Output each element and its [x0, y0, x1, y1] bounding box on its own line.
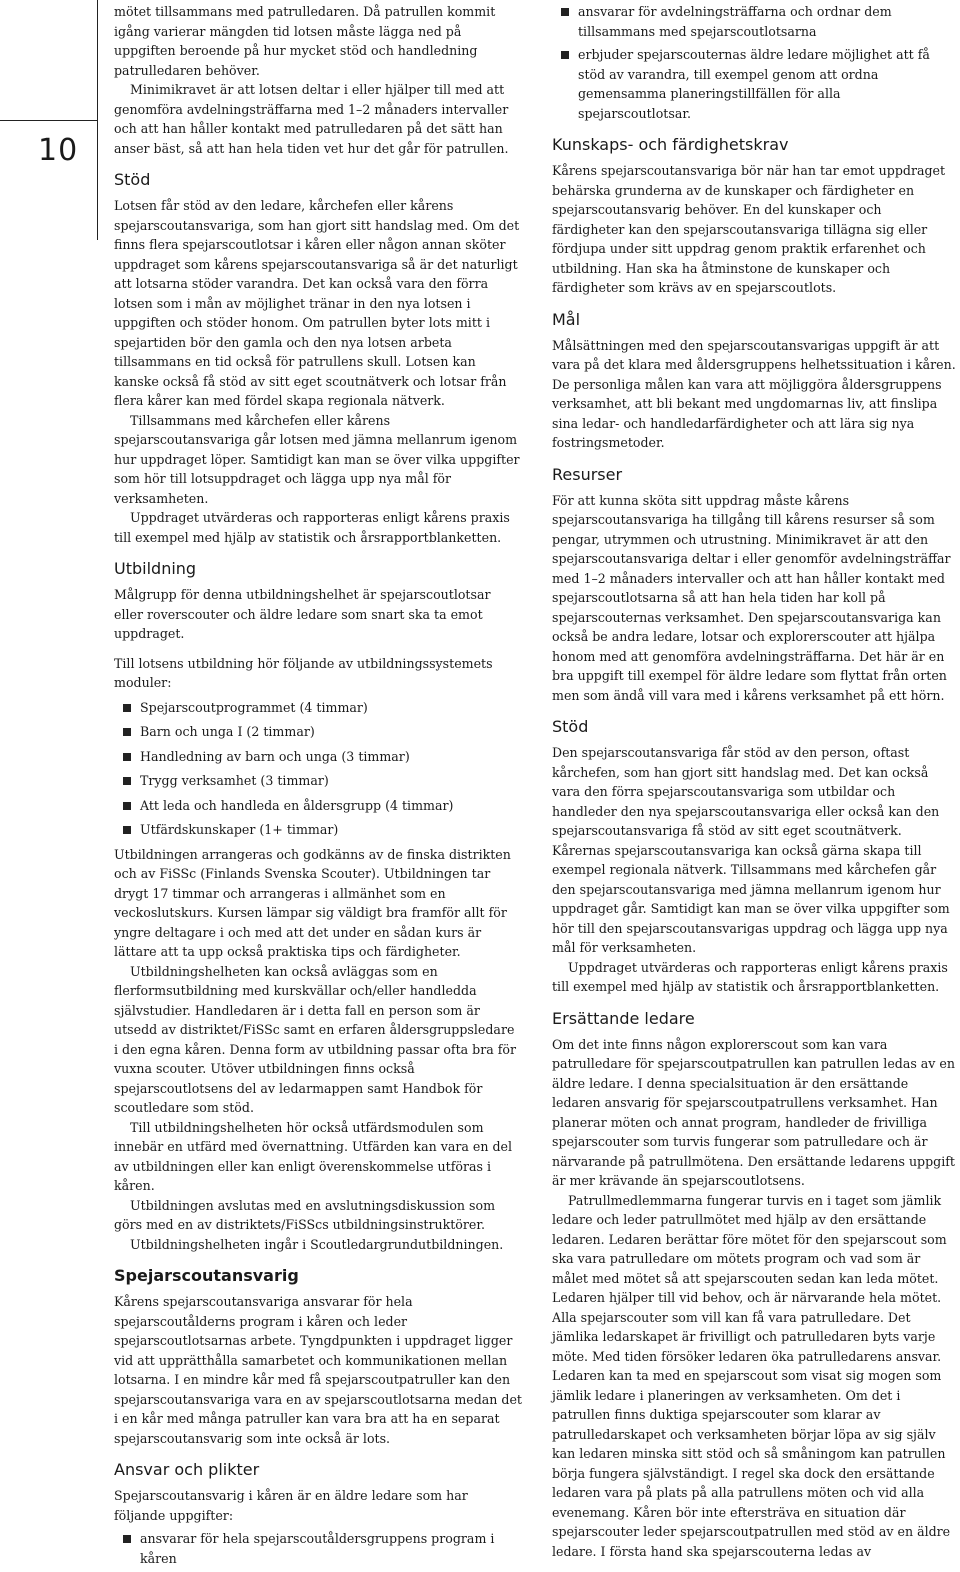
margin-vertical-rule [97, 0, 98, 240]
page-number: 10 [38, 133, 79, 168]
list-item: Att leda och handleda en åldersgrupp (4 timmar) [114, 796, 522, 816]
body-paragraph: Uppdraget utvärderas och rapporteras enligt kårens praxis till exempel med hjälp av statistik och årsrapportblanketten. [552, 959, 948, 994]
body-paragraph: Kårens spejarscoutansvariga ansvarar för hela spejarscoutålderns program i kåren och leder spejarscoutlotsarnas arbete. Tyngdpunkten i uppdraget ligger vid att upprätthålla samarbetet och kommunikationen mellan lotsarna. I en mindre kår med få spejarscoutpatruller kan den spejarscoutansvariga vara en av spejarscoutlotsarna medan det i en kår med många patruller kan vara bra att ha en separat spejarscoutansvarig som inte också är lots. [114, 1294, 522, 1446]
section-heading-utbildning: Utbildning [114, 559, 197, 578]
body-paragraph: Kårens spejarscoutansvariga bör när han tar emot uppdraget behärska grunderna av de kunskaper och färdigheter en spejarscoutansvarig behöver. En del kunskaper och färdigheter kan den spejarscoutansvariga tillägna sig eller fördjupa under sitt uppdrag genom praktik erfarenhet och utbildning. Han ska ha åtminstone de kunskaper och färdigheter som krävs av en spejarscoutlots. [552, 163, 946, 295]
left-column [114, 2, 522, 1572]
body-paragraph: Målgrupp för denna utbildningshelhet är spejarscoutlotsar eller roverscouter och äldre ledare som snart ska ta emot uppdraget. [114, 587, 491, 641]
square-bullet-icon [561, 8, 569, 16]
duties-list [114, 1529, 522, 1568]
body-paragraph: Tillsammans med kårchefen eller kårens spejarscoutansvariga går lotsen med jämna mellanrum igenom hur uppdraget löper. Samtidigt kan man se över vilka uppgifter som hör till lotsuppdraget och lägga upp nya mål för verksamheten. [114, 412, 520, 506]
list-item: erbjuder spejarscouternas äldre ledare möjlighet att få stöd av varandra, till exempel genom att ordna gemensamma planeringstillfällen för alla spejarscoutlotsar. [552, 45, 957, 123]
square-bullet-icon [123, 1535, 131, 1543]
body-paragraph: Utbildningen arrangeras och godkänns av de finska distrikten och av FiSSc (Finlands Svenska Scouter). Utbildningen tar drygt 17 timmar och arrangeras i allmänhet som en veckoslutskurs. Kursen lämpar sig väldigt bra framför allt för yngre deltagare i och med att det under en sådan kurs är lättare att ta upp också praktiska tips och färdigheter. [114, 846, 511, 959]
body-paragraph: Utbildningshelheten kan också avläggas som en flerformsutbildning med kurskvällar och/eller handledda självstudier. Handledaren är i detta fall en person som är utsedd av distriktet/FiSSc samt en erfaren åldersgruppsledare i den egna kåren. Denna form av utbildning passar ofta bra för vuxna scouter. Utöver utbildningen finns också spejarscoutlotsens del av ledarmappen samt Handbok för scoutledare som stöd. [114, 963, 517, 1115]
duties-list-continued [552, 2, 957, 123]
section-heading-kunskaps: Kunskaps- och färdighetskrav [552, 135, 789, 154]
square-bullet-icon [123, 753, 131, 761]
modules-intro: Till lotsens utbildning hör följande av utbildningssystemets moduler: [114, 655, 493, 690]
list-item: Handledning av barn och unga (3 timmar) [114, 747, 522, 767]
body-paragraph: Om det inte finns någon explorerscout som kan vara patrulledare för spejarscoutpatrullen kan patrullen ledas av en äldre ledare. I denna specialsituation är den ersättande ledaren ansvarig för spejarscoutpatrullens verksamhet. Han planerar möten och annat program, handleder de frivilliga spejarscouter som turvis fungerar som patrulledare och är närvarande på patrullmötena. Den ersättande ledarens uppgift är mer krävande än spejarscoutlotsens. [552, 1036, 955, 1188]
body-paragraph: Målsättningen med den spejarscoutansvarigas uppgift är att vara på det klara med åldersgruppens helhetssituation i kåren. De personliga målen kan vara att möjliggöra åldersgruppens verksamhet, att bli bekant med ungdomarnas liv, att finslipa sina ledar- och handledarfärdigheter och att lära sig nya fostringsmetoder. [552, 337, 956, 450]
body-paragraph: Den spejarscoutansvariga får stöd av den person, oftast kårchefen, som han gjort sitt handslag med. Det kan också vara den förra spejarscoutansvariga som utbildar och handleder den nya spejarscoutansvariga eller också kan den spejarscoutansvariga få stöd av sitt eget scoutnätverk. Kårernas spejarscoutansvariga kan också gärna skapa till exempel regionala nätverk. Tillsammans med kårchefen går den spejarscoutansvariga med jämna mellanrum igenom hur uppdraget går. Samtidigt kan man se över vilka uppgifter som hör till den spejarscoutansvarigas uppdrag och lägga upp nya mål för verksamheten. [552, 745, 950, 955]
body-paragraph: Utbildningshelheten ingår i Scoutledargrundutbildningen. [130, 1236, 504, 1252]
square-bullet-icon [123, 777, 131, 785]
body-paragraph: Till utbildningshelheten hör också utfärdsmodulen som innebär en utfärd med övernattning. Utfärden kan vara en del av utbildningen eller kan enligt överenskommelse utföras i kåren. [114, 1119, 512, 1193]
section-heading-resurser: Resurser [552, 464, 623, 484]
body-paragraph: Patrullmedlemmarna fungerar turvis en i taget som jämlik ledare och leder patrullmötet med hjälp av den ersättande ledaren. Ledaren berättar före mötet för den spejarscout som ska vara patrulledare om mötets program och vad som är målet med mötet så att spejarscouten sedan kan leda mötet. Ledaren hjälper till vid behov, och är närvarande hela mötet. Alla spejarscouter som vill kan få vara patrulledare. Det jämlika ledarskapet är frivilligt och patrulledaren byts varje möte. Med tiden försöker ledaren öka patrulledarens ansvar. Ledaren kan ta med en spejarscout som visat sig mogen som jämlik ledare i planeringen av verksamheten. Om det i patrullen finns duktiga spejarscouter som klarar av patrulledarskapet och verksamheten börjar löpa av sig själv kan ledaren minska sitt stöd och så småningom kan patrullen börja fungera självständigt. I regel ska dock den ersättande ledaren vara på plats på alla patrullens möten och vid alla evenemang. Kåren bör inte eftersträva en situation där spejarscouter leder spejarscoutpatrullen med stöd av en äldre ledare. I första hand ska spejarscouterna ledas av [552, 1192, 951, 1559]
square-bullet-icon [123, 826, 131, 834]
list-item: Trygg verksamhet (3 timmar) [114, 771, 522, 791]
square-bullet-icon [123, 802, 131, 810]
square-bullet-icon [123, 728, 131, 736]
list-item: Utfärdskunskaper (1+ timmar) [114, 820, 522, 840]
body-paragraph: Uppdraget utvärderas och rapporteras enligt kårens praxis till exempel med hjälp av statistik och årsrapportblanketten. [114, 510, 510, 545]
right-column [552, 2, 957, 1561]
square-bullet-icon [123, 704, 131, 712]
body-paragraph: För att kunna sköta sitt uppdrag måste kårens spejarscoutansvariga ha tillgång till kårens resurser så som pengar, utrymmen och utrustning. Minimikravet är att den spejarscoutansvariga deltar i eller genomför avdelningsträffar med 1–2 månaders intervaller och att han håller kontakt med spejarscoutlotsarna så att han hela tiden har koll på spejarscouternas verksamhet. Den spejarscoutansvariga kan också be andra ledare, lotsar och explorerscouter att hjälpa honom med att genomföra avdelningsträffarna. Det här är en bra uppgift till exempel för äldre ledare som flyttat från orten men som ändå vill vara med i kårens verksamhet på ett hörn. [552, 492, 951, 703]
section-heading-mal: Mål [552, 309, 581, 329]
list-item: ansvarar för avdelningsträffarna och ordnar dem tillsammans med spejarscoutlotsarna [552, 2, 957, 41]
section-heading-stod: Stöd [552, 717, 589, 736]
section-heading-ansvar: Ansvar och plikter [114, 1460, 260, 1479]
list-item: ansvarar för hela spejarscoutåldersgruppens program i kåren [114, 1529, 522, 1568]
body-paragraph: Spejarscoutansvarig i kåren är en äldre ledare som har följande uppgifter: [114, 1488, 468, 1523]
list-item: Spejarscoutprogrammet (4 timmar) [114, 698, 522, 718]
section-heading-stod: Stöd [114, 170, 151, 189]
intro-paragraph: mötet tillsammans med patrulledaren. Då patrullen kommit igång varierar mängden tid lotsen måste lägga ned på uppgiften beroende på hur mycket stöd och handledning patrulledaren behöver. [114, 4, 496, 78]
module-list [114, 698, 522, 840]
intro-paragraph: Minimikravet är att lotsen deltar i eller hjälper till med att genomföra avdelningsträffarna med 1–2 månaders intervaller och att han håller kontakt med patrulledaren på det sätt han anser bäst, så att han hela tiden vet hur det går för patrullen. [114, 82, 509, 156]
section-heading-ersattande: Ersättande ledare [552, 1008, 695, 1028]
section-heading-spejarscoutansvarig: Spejarscoutansvarig [114, 1266, 299, 1285]
list-item: Barn och unga I (2 timmar) [114, 722, 522, 742]
square-bullet-icon [561, 51, 569, 59]
margin-horizontal-rule [0, 120, 97, 121]
body-paragraph: Lotsen får stöd av den ledare, kårchefen eller kårens spejarscoutansvariga, som han gjort sitt handslag med. Om det finns flera spejarscoutlotsar i kåren eller någon annan sköter uppdraget som kårens spejarscoutansvariga så är det naturligt att lotsarna stöder varandra. Det kan också vara den förra lotsen som i mån av möjlighet tränar in den nya lotsen i uppgiften och stöder honom. Om patrullen byter lots mitt i spejartiden bör den gamla och den nya lotsen arbeta tillsammans en tid också för patrullens skull. Lotsen kan kanske också få stöd av sitt eget scoutnätverk och lotsar från flera kårer kan med fördel skapa regionala nätverk. [114, 198, 520, 408]
body-paragraph: Utbildningen avslutas med en avslutningsdiskussion som görs med en av distriktets/FiSScs utbildningsinstruktörer. [114, 1197, 496, 1232]
